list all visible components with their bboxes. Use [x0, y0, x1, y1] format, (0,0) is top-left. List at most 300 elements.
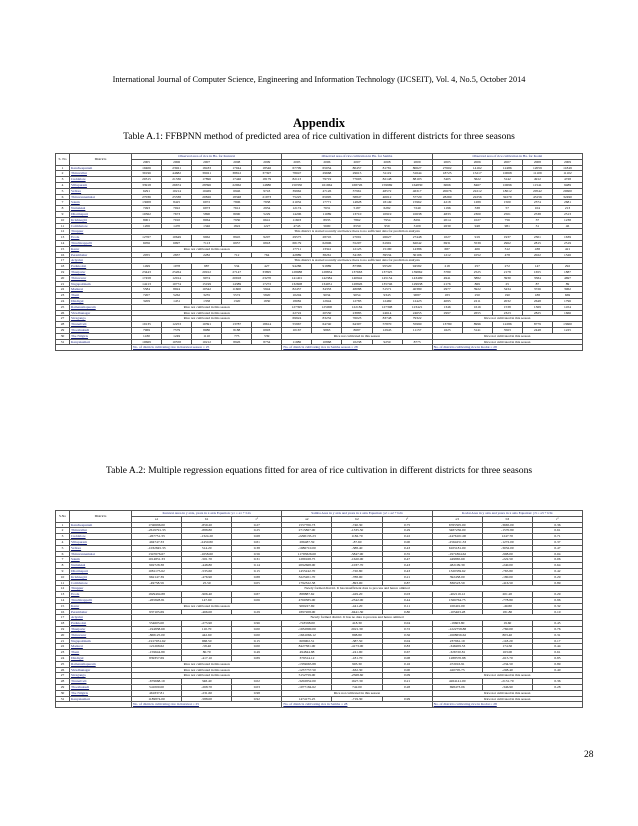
table2-district-cell: Villupuram: [70, 539, 132, 545]
table1-value-cell: 19135: [132, 322, 162, 328]
table1-value-cell: 87: [522, 281, 552, 287]
table1-value-cell: 6282: [372, 206, 402, 212]
table2-value-cell: -788.90: [332, 574, 382, 580]
table2-value-cell: 392458.00: [432, 574, 482, 580]
table1-value-cell: 2630: [432, 223, 462, 229]
table1-value-cell: 137325: [372, 269, 402, 275]
table1-value-cell: 5187: [342, 206, 372, 212]
table1-value-cell: 3584: [522, 275, 552, 281]
table2-value-cell: 0.00: [232, 644, 282, 650]
table2-value-cell: -267751.33: [132, 534, 182, 540]
table1-value-cell: 10068: [492, 171, 522, 177]
table1-sno-cell: 29: [56, 327, 70, 333]
table1-sno-cell: 28: [56, 322, 70, 328]
table2-sno-cell: 24: [56, 655, 70, 661]
table2-district-cell: Tirunelveli: [70, 679, 132, 685]
table2-value-cell: -231.60: [182, 690, 232, 696]
table1-value-cell: 26627: [372, 235, 402, 241]
table1-value-cell: 7631: [312, 206, 342, 212]
table1-value-cell: 8734: [252, 339, 282, 345]
table1-value-cell: 20542: [522, 188, 552, 194]
table2-value-cell: 121268.62: [132, 644, 182, 650]
table1-value-cell: 10167: [282, 327, 312, 333]
table2-value-cell: 0.28: [532, 684, 582, 690]
table1-value-cell: 10774: [162, 281, 192, 287]
table2-value-cell: -49.80: [482, 603, 532, 609]
table1-value-cell: 6066: [432, 182, 462, 188]
table1-value-cell: 2282: [192, 252, 222, 258]
table2-value-cell: -466.00: [182, 609, 232, 615]
table1-district-cell: Thoothukudi: [70, 327, 132, 333]
table1-value-cell: 55990: [402, 322, 432, 328]
table1-district-cell: Salem: [70, 200, 132, 206]
table2-value-cell: 0.67: [382, 650, 432, 656]
table1-district-cell: Ramanathapuram: [70, 304, 132, 310]
table1-value-cell: 2519: [552, 240, 582, 246]
table1-value-cell: 24655: [402, 310, 432, 316]
table1-value-cell: 5572: [222, 293, 252, 299]
table1-value-cell: 39021: [192, 171, 222, 177]
table1-value-cell: 1027: [432, 235, 462, 241]
table1-value-cell: 257: [462, 264, 492, 270]
table2-value-cell: -476.90: [182, 574, 232, 580]
table1-value-cell: 57: [492, 206, 522, 212]
table1-district-cell: Ariyalur: [70, 258, 132, 264]
table1-value-cell: 17771: [312, 200, 342, 206]
table2-value-cell: -720.80: [332, 568, 382, 574]
table1-value-cell: 6997: [162, 240, 192, 246]
table2-value-cell: 0.21: [382, 679, 432, 685]
table1-value-cell: 38261: [312, 252, 342, 258]
table2-value-cell: -1222758.88: [432, 626, 482, 632]
table2-value-cell: 1347676.67: [132, 551, 182, 557]
table1-value-cell: 1526: [552, 252, 582, 258]
table2-value-cell: 0.36: [532, 522, 582, 528]
table2-value-cell: 0.05: [232, 580, 282, 586]
table1-sno-cell: 12: [56, 229, 70, 235]
table2-value-cell: 0.76: [532, 626, 582, 632]
table1-value-cell: 3141: [462, 327, 492, 333]
table2-value-cell: -326720.81: [432, 650, 482, 656]
table1-footer-count: No. of districts cultivating rice in Kuruvai season = 25: [132, 345, 282, 351]
table1-value-cell: 23443: [132, 269, 162, 275]
table2-value-cell: 1627.30: [332, 679, 382, 685]
table2-sno-cell: 3: [56, 534, 70, 540]
table2-coef-header: b3: [482, 516, 532, 522]
table1-value-cell: 8291: [402, 217, 432, 223]
table2-value-cell: 174.50: [482, 644, 532, 650]
table1-value-cell: 88103: [402, 177, 432, 183]
table1-sno-cell: 1: [56, 165, 70, 171]
table1-value-cell: 18149: [372, 200, 402, 206]
table2-value-cell: 420705.75: [432, 667, 482, 673]
table2-value-cell: 698473.06: [432, 684, 482, 690]
table1-value-cell: 150350: [282, 182, 312, 188]
table2-sno-cell: 14: [56, 597, 70, 603]
table1-value-cell: 42889: [282, 252, 312, 258]
table1-year-header: 2009: [252, 159, 282, 165]
table1-value-cell: 669: [552, 293, 582, 299]
table2-value-cell: 0.21: [382, 574, 432, 580]
table1-value-cell: 13780: [432, 322, 462, 328]
table2-district-cell: The Nilgiris: [70, 690, 132, 696]
table1-sno-cell: 31: [56, 339, 70, 345]
table1-value-cell: 1249: [162, 333, 192, 339]
table2-district-cell: Thanjavur: [70, 626, 132, 632]
table2-coef-header: a2: [282, 516, 332, 522]
table2-value-cell: -1661066.12: [282, 632, 332, 638]
table1-sno-cell: 26: [56, 310, 70, 316]
table2-value-cell: 110.70: [182, 626, 232, 632]
table1-sno-cell: 5: [56, 188, 70, 194]
table1-value-cell: 2014: [432, 217, 462, 223]
table2-sno-cell: 1: [56, 522, 70, 528]
table1-value-cell: 129938: [402, 281, 432, 287]
table1-value-cell: 78047: [282, 171, 312, 177]
table2-value-cell: 1288570.88: [432, 655, 482, 661]
table2-value-cell: 0.43: [382, 568, 432, 574]
table1-value-cell: 10868: [312, 339, 342, 345]
table2-value-cell: 839357.69: [132, 655, 182, 661]
table1-value-cell: 7673: [162, 211, 192, 217]
table2-coef-header: a3: [432, 516, 482, 522]
table1-value-cell: 128854: [312, 269, 342, 275]
table1-district-cell: Dindigul: [70, 298, 132, 304]
table2-value-cell: -441.20: [332, 603, 382, 609]
table1-value-cell: 1227: [252, 223, 282, 229]
table1-value-cell: 3726: [522, 287, 552, 293]
table1-value-cell: 712: [222, 252, 252, 258]
table1-value-cell: 10238: [342, 339, 372, 345]
table1-value-cell: 25: [492, 281, 522, 287]
table1-group-kodai: Observed area of rice cultivation in Ha. for Kodai: [432, 154, 582, 160]
table2-sno-cell: 2: [56, 528, 70, 534]
table2-sno-cell: 10: [56, 574, 70, 580]
table1-group-kuruvai: Observed area of rice in Ha. for Kuruvai: [132, 154, 282, 160]
table1-value-cell: 10362: [132, 211, 162, 217]
table1-value-cell: 3109: [402, 223, 432, 229]
table1-district-cell: Perambalur: [70, 252, 132, 258]
table2-value-cell: 0.89: [532, 580, 582, 586]
table2-value-cell: 0.00: [232, 632, 282, 638]
table2-value-cell: -159644.89: [132, 650, 182, 656]
table1-value-cell: 7838: [252, 200, 282, 206]
table1-value-cell: 1499: [132, 264, 162, 270]
table2-group-kodai: Kodai Area in y axis and years in x axis Equation: y3 = a3 + b3x: [432, 511, 582, 517]
table1-value-cell: 10469: [192, 188, 222, 194]
table1-value-cell: 1887: [552, 269, 582, 275]
table2-value-cell: 0.11: [382, 603, 432, 609]
table1-not-cultivated-note: Rice not cultivated in this season: [132, 316, 282, 322]
table2-value-cell: -1570.80: [482, 528, 532, 534]
table1-value-cell: 10391: [192, 322, 222, 328]
table1-value-cell: 539: [252, 333, 282, 339]
table1-year-header: 2005: [132, 159, 162, 165]
table2-value-cell: 0.89: [532, 661, 582, 667]
table1-value-cell: 1078: [162, 264, 192, 270]
table1-value-cell: 8188: [222, 327, 252, 333]
table1-year-header: 2007: [492, 159, 522, 165]
table1-value-cell: 135746: [372, 281, 402, 287]
table2-value-cell: -417.10: [182, 655, 232, 661]
table2-regression-equations: [55, 510, 583, 708]
table1-value-cell: 8945: [222, 235, 252, 241]
table2-value-cell: 4760385.00: [282, 597, 332, 603]
table2-value-cell: 0.40: [532, 667, 582, 673]
table1-value-cell: 2374: [522, 200, 552, 206]
table1-value-cell: 12423: [402, 298, 432, 304]
table2-value-cell: 1792322.58: [282, 580, 332, 586]
table1-value-cell: 10669: [132, 339, 162, 345]
table1-value-cell: 17044: [222, 165, 252, 171]
table1-value-cell: 1369: [522, 304, 552, 310]
table2-coef-header: b1: [182, 516, 232, 522]
table2-value-cell: -632.30: [332, 667, 382, 673]
table1-value-cell: 9207: [252, 235, 282, 241]
table2-value-cell: -346.90: [482, 684, 532, 690]
table1-value-cell: 10696: [492, 182, 522, 188]
table1-value-cell: 21973: [252, 194, 282, 200]
table1-value-cell: 81781: [372, 165, 402, 171]
table1-value-cell: 145154: [372, 275, 402, 281]
table2-value-cell: -893.00: [332, 580, 382, 586]
table1-value-cell: 987: [192, 264, 222, 270]
table2-sno-cell: 11: [56, 580, 70, 586]
table1-value-cell: 2825: [522, 310, 552, 316]
table1-value-cell: 20600: [552, 188, 582, 194]
table2-value-cell: 0.75: [382, 522, 432, 528]
table2-value-cell: 0.89: [232, 655, 282, 661]
table1-district-cell: Krishnagiri: [70, 217, 132, 223]
table2-value-cell: 0.85: [532, 655, 582, 661]
table1-sno-cell: 6: [56, 194, 70, 200]
table2-value-cell: 0.38: [232, 545, 282, 551]
table1-district-cell: Pudukottai: [70, 264, 132, 270]
table1-value-cell: 127395: [282, 304, 312, 310]
table1-value-cell: 64740: [312, 322, 342, 328]
table1-value-cell: 3539: [462, 240, 492, 246]
table2-district-cell: Kanyakumari: [70, 696, 132, 702]
table1-value-cell: 9054: [342, 293, 372, 299]
table2-value-cell: 379314.12: [282, 655, 332, 661]
table2-value-cell: -416.50: [482, 580, 532, 586]
table1-value-cell: 48088: [342, 287, 372, 293]
table1-value-cell: 15190: [372, 246, 402, 252]
table1-value-cell: 6993: [252, 327, 282, 333]
table2-value-cell: 0.61: [532, 650, 582, 656]
table1-value-cell: 8924: [162, 287, 192, 293]
table2-value-cell: 237961.19: [432, 638, 482, 644]
table2-value-cell: 0.36: [532, 679, 582, 685]
table1-value-cell: 3780: [432, 269, 462, 275]
table1-value-cell: 4728: [552, 177, 582, 183]
table1-value-cell: 51571: [372, 287, 402, 293]
table2-value-cell: -275.90: [182, 621, 232, 627]
table2-not-cultivated-note: Rice not cultivated in this season: [432, 696, 582, 702]
table1-year-header: 2007: [192, 159, 222, 165]
table1-value-cell: 39534: [372, 252, 402, 258]
table1-district-cell: Tiruppur: [70, 229, 132, 235]
table1-value-cell: 79719: [312, 177, 342, 183]
table1-value-cell: 3930: [492, 275, 522, 281]
table1-value-cell: 12125: [342, 246, 372, 252]
table2-coef-header: r²: [232, 516, 282, 522]
table1-value-cell: 75225: [282, 194, 312, 200]
table1-value-cell: 12945: [372, 327, 402, 333]
table1-value-cell: 68179: [282, 240, 312, 246]
table1-value-cell: 2648: [522, 298, 552, 304]
table1-value-cell: 11986: [282, 339, 312, 345]
table1-sno-cell: 25: [56, 304, 70, 310]
table1-sno-cell: 13: [56, 235, 70, 241]
table1-value-cell: 34183: [342, 252, 372, 258]
table2-sno-cell: 29: [56, 684, 70, 690]
table1-value-cell: 23270: [252, 275, 282, 281]
table2-value-cell: 0.29: [232, 609, 282, 615]
table2-value-cell: 0.98: [232, 690, 282, 696]
table2-value-cell: -765.80: [482, 568, 532, 574]
table2-district-cell: Virudhunagar: [70, 667, 132, 673]
table1-value-cell: 250: [462, 293, 492, 299]
table2-value-cell: 0.06: [232, 597, 282, 603]
table1-value-cell: 40012: [372, 194, 402, 200]
journal-header: International Journal of Computer Science, Engineering and Information Technology (IJCSEIT), Vol. 4, No.5, October 2014: [112, 75, 526, 84]
table1-value-cell: 13341: [312, 246, 342, 252]
table1-value-cell: 4095: [432, 298, 462, 304]
table1-value-cell: 6818: [252, 240, 282, 246]
table1-value-cell: 40380: [402, 287, 432, 293]
table1-sno-cell: 2: [56, 171, 70, 177]
table2-value-cell: 962147.39: [132, 574, 182, 580]
table1-value-cell: 61991: [372, 240, 402, 246]
table1-value-cell: 37961: [342, 188, 372, 194]
table2-value-cell: -387.50: [332, 638, 382, 644]
table1-value-cell: 18348: [222, 194, 252, 200]
table1-value-cell: 13710: [342, 211, 372, 217]
table1-value-cell: 31119: [372, 171, 402, 177]
table2-district-cell: Salem: [70, 557, 132, 563]
table2-district-cell: Tiruchirappalli: [70, 597, 132, 603]
table2-district-cell: Karur: [70, 603, 132, 609]
table1-year-header: 2007: [342, 159, 372, 165]
table2-value-cell: 1455242.70: [282, 568, 332, 574]
table2-not-cultivated-note: Rice not cultivated in this season: [132, 667, 282, 673]
table2-value-cell: -1658.60: [182, 551, 232, 557]
table1-year-header: 2005: [432, 159, 462, 165]
table1-value-cell: 26674: [162, 182, 192, 188]
table2-value-cell: 0.25: [232, 528, 282, 534]
table1-value-cell: 15199: [192, 281, 222, 287]
table2-value-cell: 449865.69: [432, 557, 482, 563]
table1-value-cell: 15962: [402, 200, 432, 206]
table1-sno-cell: 30: [56, 333, 70, 339]
table1-value-cell: 94286: [282, 264, 312, 270]
table2-value-cell: 0.37: [532, 539, 582, 545]
table1-year-header: 2006: [162, 159, 192, 165]
table1-value-cell: 2178: [492, 269, 522, 275]
table1-value-cell: 20550: [312, 310, 342, 316]
table1-value-cell: 14389: [222, 281, 252, 287]
table2-value-cell: -181.70: [332, 655, 382, 661]
table1-value-cell: 1358: [192, 298, 222, 304]
table2-value-cell: 2021.30: [332, 626, 382, 632]
table1-value-cell: 312: [492, 246, 522, 252]
table1-value-cell: 11541: [522, 182, 552, 188]
table2-value-cell: 0.17: [532, 638, 582, 644]
table1-value-cell: 12059: [522, 165, 552, 171]
table2-value-cell: 1189874.00: [132, 696, 182, 702]
table2-value-cell: 0.29: [532, 574, 582, 580]
table1-value-cell: 43156: [522, 194, 552, 200]
table1-value-cell: 12767: [132, 235, 162, 241]
table1-district-cell: Theni: [70, 293, 132, 299]
table1-value-cell: 140942: [342, 275, 372, 281]
table1-value-cell: 981: [492, 223, 522, 229]
table1-value-cell: 46317: [402, 188, 432, 194]
table2-value-cell: 2715867.00: [282, 528, 332, 534]
table1-value-cell: 20676: [432, 188, 462, 194]
table1-value-cell: 1320: [222, 298, 252, 304]
table1-value-cell: 29575: [282, 235, 312, 241]
table1-value-cell: 83748: [372, 316, 402, 322]
table1-value-cell: 919: [462, 235, 492, 241]
table2-value-cell: 0.31: [532, 632, 582, 638]
table2-value-cell: -2290135.23: [282, 534, 332, 540]
table1-value-cell: 12469: [372, 298, 402, 304]
table2-value-cell: 803.40: [482, 632, 532, 638]
table2-value-cell: 0.99: [382, 696, 432, 702]
table2-value-cell: -998.00: [482, 551, 532, 557]
table2-value-cell: -1324.20: [182, 534, 232, 540]
table1-value-cell: 1346: [192, 223, 222, 229]
table1-value-cell: 9743: [252, 188, 282, 194]
table2-district-cell: Ramanathapuram: [70, 661, 132, 667]
table1-value-cell: 134051: [312, 281, 342, 287]
table2-not-cultivated-note: Rice not cultivated in this season: [132, 673, 282, 679]
table1-value-cell: 31: [522, 223, 552, 229]
table1-value-cell: 164830: [402, 182, 432, 188]
table1-district-cell: Namakkal: [70, 206, 132, 212]
table2-value-cell: 2092668.00: [282, 563, 332, 569]
table2-value-cell: 1014851.33: [132, 557, 182, 563]
table1-sno-cell: 10: [56, 217, 70, 223]
table1-value-cell: 5229: [252, 211, 282, 217]
table2-value-cell: -240.00: [482, 563, 532, 569]
table1-value-cell: 478: [492, 252, 522, 258]
table2-value-cell: 1897208.00: [282, 609, 332, 615]
table2-value-cell: 898.80: [332, 632, 382, 638]
table1-value-cell: 1625: [432, 327, 462, 333]
table1-value-cell: 46: [552, 223, 582, 229]
table1-value-cell: 2681: [552, 200, 582, 206]
table2-value-cell: 0.55: [382, 551, 432, 557]
table2-value-cell: -2342.00: [332, 597, 382, 603]
table2-district-cell: Perambalur: [70, 609, 132, 615]
table1-value-cell: 17458: [132, 275, 162, 281]
table1-value-cell: 2997: [432, 310, 462, 316]
table2-value-cell: -2450.80: [182, 539, 232, 545]
table1-district-cell: Erode: [70, 235, 132, 241]
table2-value-cell: -268.70: [182, 684, 232, 690]
table1-district-cell: Villupuram: [70, 182, 132, 188]
table1-value-cell: 67709: [282, 165, 312, 171]
table1-value-cell: 128988: [282, 269, 312, 275]
table1-value-cell: 123421: [402, 304, 432, 310]
table2-value-cell: -194838.69: [132, 626, 182, 632]
table1-value-cell: 8425: [162, 200, 192, 206]
table2-body: [56, 522, 583, 708]
table2-value-cell: 6105181.00: [432, 545, 482, 551]
